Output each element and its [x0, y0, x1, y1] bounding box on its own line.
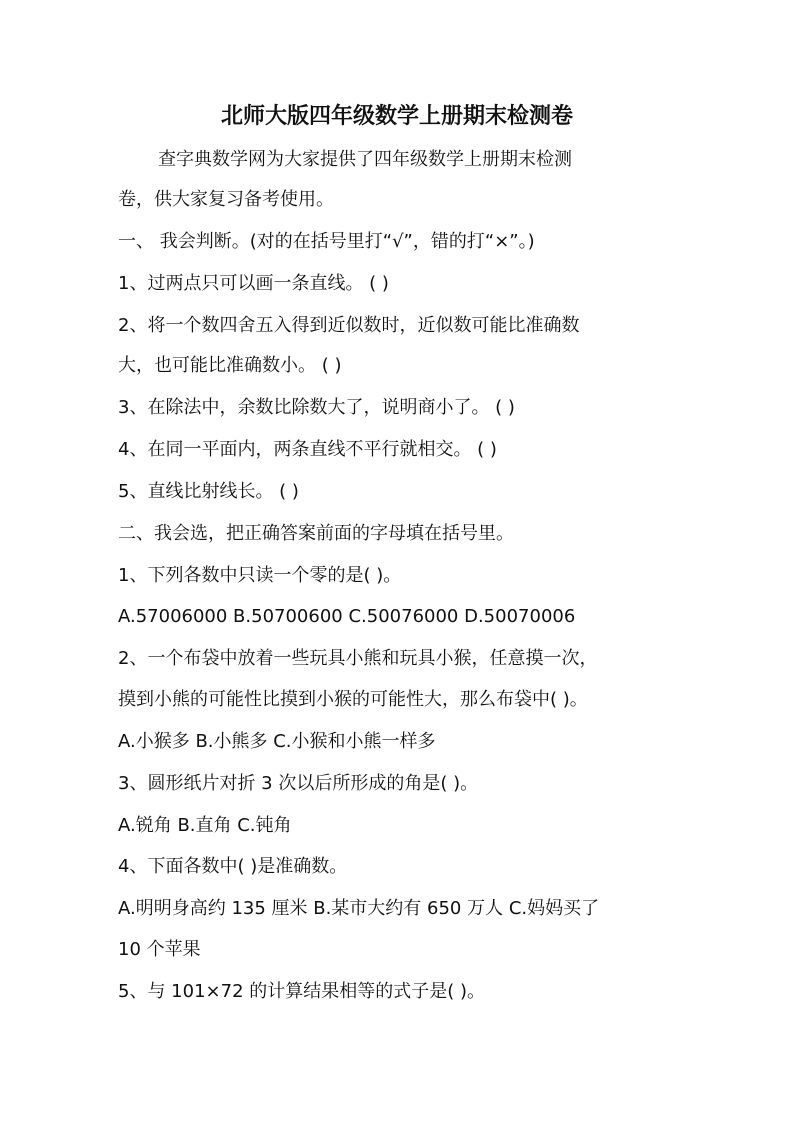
question-item-continued: 大，也可能比准确数小。 ( ) [118, 355, 342, 376]
question-item: 1、下列各数中只读一个零的是( )。 [118, 565, 402, 586]
section-1-heading: 一、 我会判断。(对的在括号里打“√”，错的打“×”。) [118, 231, 535, 252]
document-title: 北师大版四年级数学上册期末检测卷 [220, 103, 573, 129]
question-item-continued: 摸到小熊的可能性比摸到小猴的可能性大，那么布袋中( )。 [118, 689, 588, 710]
answer-options: A.57006000 B.50700600 C.50076000 D.50070006 [118, 606, 576, 627]
section-2-heading: 二、我会选，把正确答案前面的字母填在括号里。 [118, 523, 514, 544]
question-item: 3、圆形纸片对折 3 次以后所形成的角是( )。 [118, 773, 479, 794]
question-item: 2、将一个数四舍五入得到近似数时，近似数可能比准确数 [118, 315, 580, 336]
question-item: 2、一个布袋中放着一些玩具小熊和玩具小猴，任意摸一次， [118, 648, 598, 669]
question-item: 5、直线比射线长。 ( ) [118, 481, 299, 502]
question-item: 3、在除法中，余数比除数大了，说明商小了。 ( ) [118, 397, 515, 418]
answer-options: A.锐角 B.直角 C.钝角 [118, 815, 292, 836]
answer-options: A.明明身高约 135 厘米 B.某市大约有 650 万人 C.妈妈买了 [118, 898, 600, 919]
question-item: 4、下面各数中( )是准确数。 [118, 856, 348, 877]
answer-options: A.小猴多 B.小熊多 C.小猴和小熊一样多 [118, 731, 436, 752]
intro-line-2: 卷，供大家复习备考使用。 [118, 189, 334, 210]
answer-options-continued: 10 个苹果 [118, 939, 201, 960]
question-item: 1、过两点只可以画一条直线。 ( ) [118, 273, 389, 294]
question-item: 5、与 101×72 的计算结果相等的式子是( )。 [118, 981, 486, 1002]
intro-line-1: 查字典数学网为大家提供了四年级数学上册期末检测 [158, 149, 572, 170]
question-item: 4、在同一平面内，两条直线不平行就相交。 ( ) [118, 439, 497, 460]
